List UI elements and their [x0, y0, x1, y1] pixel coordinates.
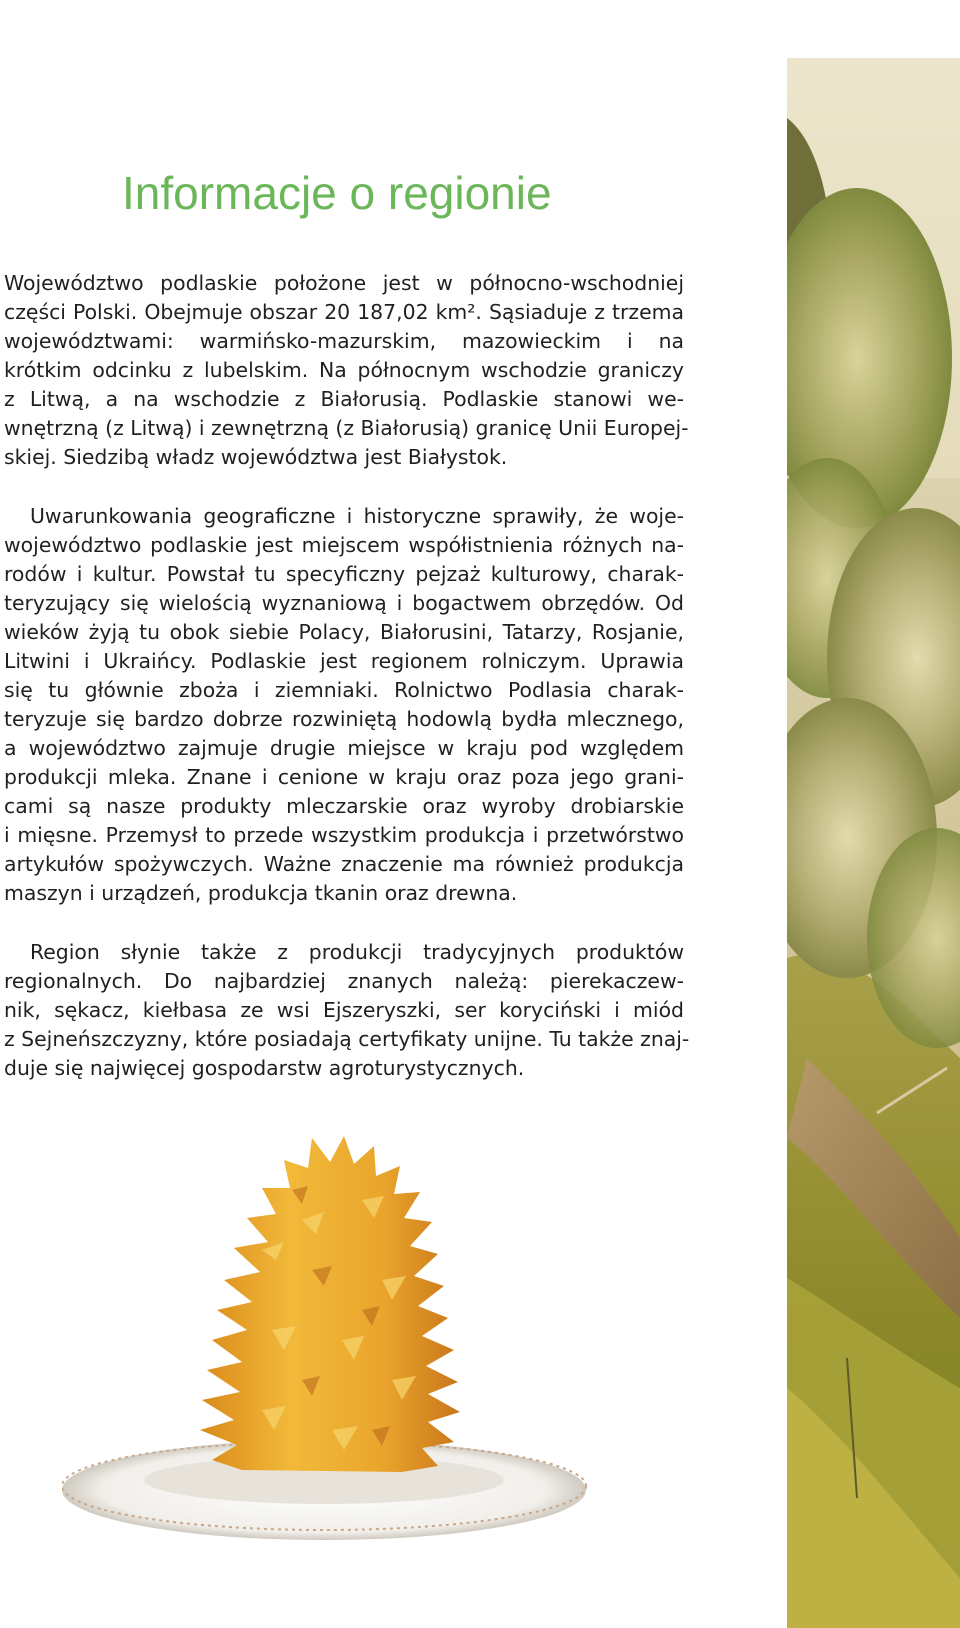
text-line: artykułów spożywczych. Ważne znaczenie ma również produkcja — [4, 852, 684, 876]
text-line: regionalnych. Do najbardziej znanych należą: pierekaczew- — [4, 969, 684, 993]
paragraph-region-location — [4, 269, 689, 472]
text-line: teryzujący się wielością wyznaniową i bogactwem obrzędów. Od — [4, 591, 684, 615]
sekacz-cake-photo — [62, 1130, 610, 1542]
body-text — [4, 269, 690, 1083]
text-line: cami są nasze produkty mleczarskie oraz wyroby drobiarskie — [4, 794, 684, 818]
text-line: maszyn i urządzeń, produkcja tkanin oraz drewna. — [4, 881, 518, 905]
text-line: nik, sękacz, kiełbasa ze wsi Ejszeryszki, ser koryciński i miód — [4, 998, 684, 1022]
text-line: skiej. Siedzibą władz województwa jest Białystok. — [4, 445, 508, 469]
text-line: Litwini i Ukraińcy. Podlaskie jest regionem rolniczym. Uprawia — [4, 649, 684, 673]
text-line: województwo podlaskie jest miejscem współistnienia różnych na- — [4, 533, 684, 557]
text-line: się tu głównie zboża i ziemniaki. Rolnictwo Podlasia charak- — [4, 678, 684, 702]
text-line: i mięsne. Przemysł to przede wszystkim produkcja i przetwórstwo — [4, 823, 684, 847]
text-line: Region słynie także z produkcji tradycyjnych produktów — [30, 940, 684, 964]
paragraph-regional-products — [4, 938, 690, 1083]
text-line: Uwarunkowania geograficzne i historyczne sprawiły, że woje- — [30, 504, 684, 528]
text-line: z Sejneńszczyzny, które posiadają certyfikaty unijne. Tu także znaj- — [4, 1027, 690, 1051]
text-line: produkcji mleka. Znane i cenione w kraju oraz poza jego grani- — [4, 765, 684, 789]
text-line: rodów i kultur. Powstał tu specyficzny pejzaż kulturowy, charak- — [4, 562, 684, 586]
text-line: a województwo zajmuje drugie miejsce w kraju pod względem — [4, 736, 684, 760]
text-line: wnętrzną (z Litwą) i zewnętrzną (z Białorusią) granicę Unii Europej- — [4, 416, 689, 440]
text-line: części Polski. Obejmuje obszar 20 187,02 km². Sąsiaduje z trzema — [4, 300, 684, 324]
text-line: krótkim odcinku z lubelskim. Na północnym wschodzie graniczy — [4, 358, 684, 382]
text-line: duje się najwięcej gospodarstw agroturystycznych. — [4, 1056, 525, 1080]
text-line: województwami: warmińsko-mazurskim, mazowieckim i na — [4, 329, 684, 353]
text-line: wieków żyją tu obok siebie Polacy, Białorusini, Tatarzy, Rosjanie, — [4, 620, 684, 644]
paragraph-culture-economy — [4, 502, 684, 908]
text-line: Województwo podlaskie położone jest w północno-wschodniej — [4, 271, 684, 295]
landscape-photo — [787, 58, 960, 1628]
text-line: teryzuje się bardzo dobrze rozwiniętą hodowlą bydła mlecznego, — [4, 707, 684, 731]
text-line: z Litwą, a na wschodzie z Białorusią. Podlaskie stanowi we- — [4, 387, 684, 411]
page-title: Informacje o regionie — [122, 167, 552, 219]
